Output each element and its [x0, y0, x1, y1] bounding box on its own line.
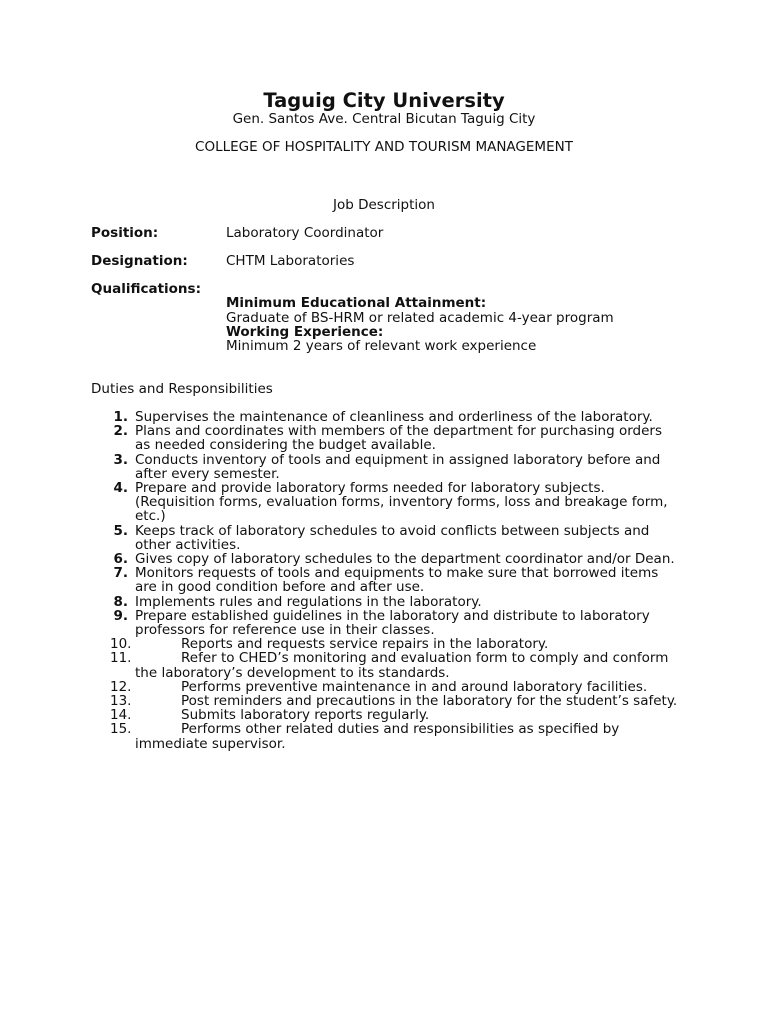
list-item	[0, 524, 768, 552]
list-item-number: 10.	[110, 636, 132, 653]
list-item-number: 13.	[110, 693, 132, 710]
list-item-text: Gives copy of laboratory schedules to the department coordinator and/or Dean.	[135, 551, 675, 568]
education-text: Graduate of BS-HRM or related academic 4-year program	[226, 310, 614, 326]
list-item-text: Performs other related duties and responsibilities as specified by immediate supervisor.	[135, 721, 620, 752]
experience-heading: Working Experience:	[226, 324, 384, 340]
position-label: Position:	[91, 225, 159, 241]
education-heading: Minimum Educational Attainment:	[226, 295, 487, 311]
list-item-text: Performs preventive maintenance in and around laboratory facilities.	[181, 678, 648, 695]
list-item-text: Prepare and provide laboratory forms needed for laboratory subjects. (Requisition forms, evaluation forms, inventory forms, loss and breakage form, etc.)	[135, 480, 668, 525]
list-item	[0, 708, 768, 722]
list-item	[0, 552, 768, 566]
list-item-number: 6.	[113, 551, 128, 568]
list-item-text: Prepare established guidelines in the laboratory and distribute to laboratory professors for reference use in their classes.	[135, 607, 650, 639]
experience-text: Minimum 2 years of relevant work experience	[226, 338, 537, 354]
list-item-text: Conducts inventory of tools and equipment in assigned laboratory before and after every semester.	[135, 451, 661, 482]
list-item	[0, 566, 768, 594]
duties-list	[0, 410, 768, 751]
list-item	[0, 481, 768, 524]
list-item	[0, 722, 768, 750]
list-item-number: 9.	[113, 607, 128, 624]
list-item-text: Plans and coordinates with members of the department for purchasing orders as needed considering the budget available.	[135, 423, 662, 454]
list-item	[0, 453, 768, 481]
list-item-text: Implements rules and regulations in the laboratory.	[135, 593, 482, 610]
list-item-text: Post reminders and precautions in the laboratory for the student’s safety.	[181, 693, 678, 710]
list-item-number: 1.	[113, 409, 128, 425]
list-item-number: 4.	[113, 480, 128, 497]
position-value: Laboratory Coordinator	[226, 225, 384, 241]
university-title: Taguig City University	[263, 89, 505, 112]
designation-value: CHTM Laboratories	[226, 253, 355, 269]
list-item	[0, 651, 768, 679]
list-item-number: 11.	[110, 650, 132, 667]
list-item-text: Submits laboratory reports regularly.	[181, 707, 430, 724]
list-item-number: 3.	[113, 451, 128, 468]
list-item	[0, 609, 768, 637]
list-item	[0, 424, 768, 452]
list-item-text: Reports and requests service repairs in the laboratory.	[181, 636, 549, 653]
list-item-text: Supervises the maintenance of cleanliness and orderliness of the laboratory.	[135, 409, 653, 425]
list-item	[0, 637, 768, 651]
list-item-text: Refer to CHED’s monitoring and evaluation form to comply and conform the laboratory’s development to its standards.	[135, 650, 669, 681]
list-item	[0, 595, 768, 609]
university-address: Gen. Santos Ave. Central Bicutan Taguig City	[232, 111, 536, 127]
duties-heading: Duties and Responsibilities	[91, 381, 273, 397]
list-item-number: 12.	[110, 678, 132, 695]
list-item-text: Keeps track of laboratory schedules to avoid conflicts between subjects and other activities.	[135, 522, 650, 553]
list-item-number: 2.	[113, 423, 128, 440]
list-item-number: 14.	[110, 707, 132, 724]
list-item-number: 7.	[113, 565, 128, 582]
list-item	[0, 694, 768, 708]
document-title: Job Description	[333, 197, 435, 213]
list-item-number: 8.	[113, 593, 128, 610]
list-item	[0, 410, 768, 424]
college-name: COLLEGE OF HOSPITALITY AND TOURISM MANAGEMENT	[195, 139, 573, 155]
list-item-text: Monitors requests of tools and equipments to make sure that borrowed items are in good condition before and after use.	[135, 565, 659, 596]
list-item	[0, 680, 768, 694]
designation-label: Designation:	[91, 253, 188, 269]
list-item-number: 5.	[113, 522, 128, 539]
qualifications-label: Qualifications:	[91, 281, 201, 297]
list-item-number: 15.	[110, 721, 132, 738]
